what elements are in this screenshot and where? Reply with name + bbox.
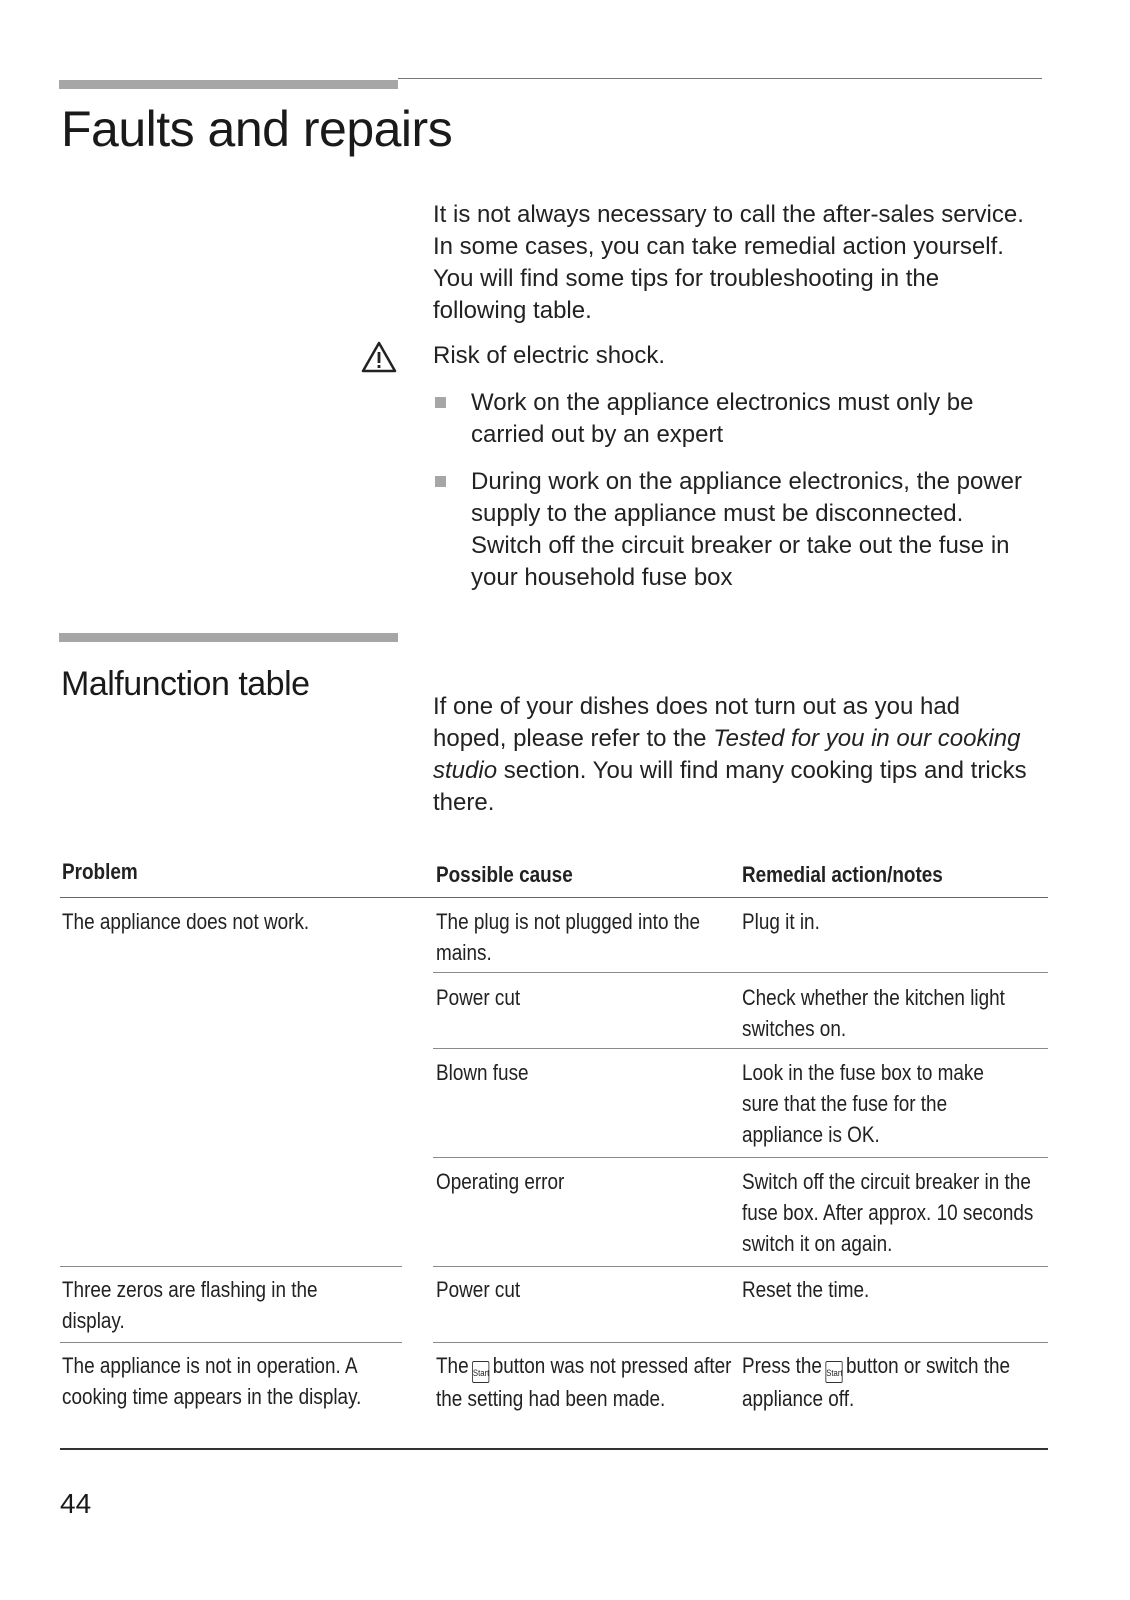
remedy-text-post: button or switch the appliance off. bbox=[742, 1353, 1011, 1411]
row-divider bbox=[60, 1266, 402, 1267]
intro-paragraph: It is not always necessary to call the after-sales service. In some cases, you can take remedial action yourself. You will find some tips for troubleshooting in the following table. bbox=[433, 201, 1024, 324]
header-remedy: Remedial action/notes bbox=[742, 862, 943, 887]
row-divider bbox=[433, 972, 1048, 973]
remedy-cell: Reset the time. bbox=[742, 1277, 870, 1302]
page-number: 44 bbox=[60, 1488, 92, 1519]
remedy-cell: Switch off the circuit breaker in the fuse box. After approx. 10 seconds switch it on again. bbox=[742, 1169, 1034, 1256]
problem-cell: The appliance does not work. bbox=[62, 909, 310, 934]
row-divider bbox=[433, 1266, 1048, 1267]
header-problem: Problem bbox=[62, 859, 138, 884]
remedy-cell: Look in the fuse box to make sure that the fuse for the appliance is OK. bbox=[742, 1060, 984, 1147]
remedy-cell: Plug it in. bbox=[742, 909, 820, 934]
warning-heading: Risk of electric shock. bbox=[433, 342, 666, 369]
cause-cell bbox=[436, 1350, 736, 1414]
page-title: Faults and repairs bbox=[61, 101, 453, 157]
header-rule bbox=[60, 897, 1048, 898]
problem-cell: Three zeros are flashing in the display. bbox=[62, 1277, 318, 1333]
cause-cell: Power cut bbox=[436, 985, 521, 1010]
row-divider bbox=[433, 1342, 1048, 1343]
remedy-text-pre: Press the bbox=[742, 1353, 822, 1378]
section-text-italic: Tested for you in our cooking studio bbox=[433, 725, 1021, 784]
warning-bullet-text: During work on the appliance electronics, the power supply to the appliance must be disconnected. Switch off the circuit breaker or take out the fuse in your household fuse box bbox=[471, 468, 1022, 591]
header-cause: Possible cause bbox=[436, 862, 573, 887]
cause-cell: Operating error bbox=[436, 1169, 565, 1194]
cause-text-pre: The bbox=[436, 1353, 469, 1378]
problem-cell: The appliance is not in operation. A cooking time appears in the display. bbox=[62, 1353, 362, 1409]
row-divider bbox=[433, 1048, 1048, 1049]
cause-text-post: button was not pressed after the setting had been made. bbox=[436, 1353, 732, 1411]
section-heading: Malfunction table bbox=[61, 665, 310, 703]
remedy-cell: Check whether the kitchen light switches on. bbox=[742, 985, 1005, 1041]
row-divider bbox=[433, 1157, 1048, 1158]
remedy-cell bbox=[742, 1350, 1032, 1414]
warning-bullet-text: Work on the appliance electronics must only be carried out by an expert bbox=[471, 389, 974, 448]
table-bottom-rule bbox=[60, 1448, 1048, 1450]
section-text-after: section. You will find many cooking tips and tricks there. bbox=[433, 757, 1027, 816]
start-button-icon: Start bbox=[825, 1361, 842, 1383]
start-button-icon: Start bbox=[472, 1361, 489, 1383]
cause-cell: Blown fuse bbox=[436, 1060, 529, 1085]
row-divider bbox=[60, 1342, 402, 1343]
cause-cell: The plug is not plugged into the mains. bbox=[436, 909, 701, 965]
cause-cell: Power cut bbox=[436, 1277, 521, 1302]
section-text-before: If one of your dishes does not turn out as you had hoped, please refer to the bbox=[433, 693, 961, 752]
